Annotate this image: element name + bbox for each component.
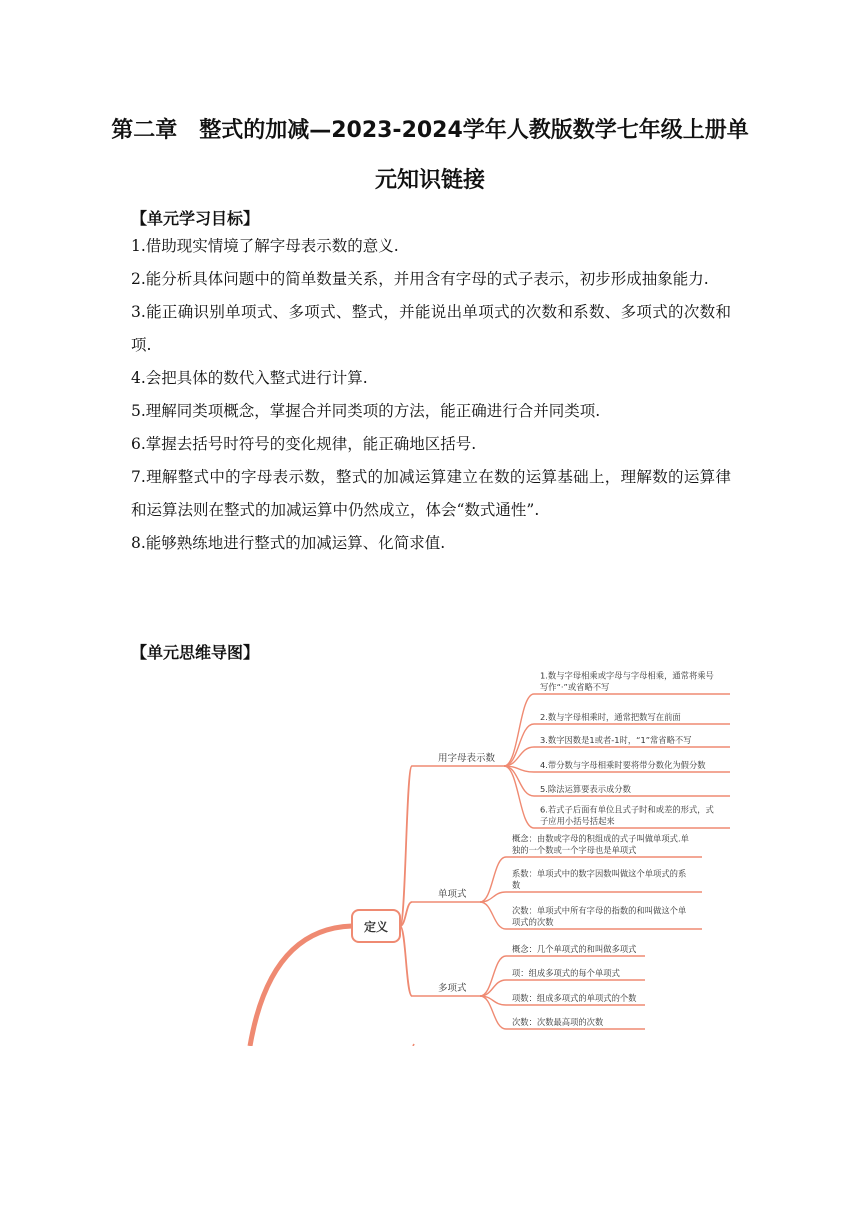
mindmap-diagram (240, 666, 740, 1046)
mindmap-branch-label: 用字母表示数 (438, 753, 496, 764)
objectives-heading: 【单元学习目标】 (131, 209, 260, 228)
objectives-list (131, 230, 731, 560)
mindmap-leaf-label: 4.带分数与字母相乘时要将带分数化为假分数 (540, 760, 706, 770)
mindmap-leaf-label: 1.数与字母相乘或字母与字母相乘，通常将乘号 (540, 670, 714, 681)
mindmap-branch-line (400, 926, 412, 996)
mindmap-connector (413, 1044, 414, 1046)
mindmap-branch-label: 多项式 (438, 983, 467, 994)
mindmap-leaf-label: 系数：单项式中的数字因数叫做这个单项式的系 (512, 868, 687, 879)
mindmap-leaf-line (480, 857, 506, 902)
mindmap-leaf-line (480, 956, 506, 996)
mindmap-leaf-label: 3.数字因数是1或者-1时，“1”常省略不写 (540, 735, 692, 745)
mindmap-leaf-label: 2.数与字母相乘时，通常把数写在前面 (540, 712, 681, 722)
mindmap-leaf-line (504, 766, 534, 828)
mindmap-leaf-label: 概念：几个单项式的和叫做多项式 (512, 944, 637, 954)
objective-item: 4.会把具体的数代入整式进行计算. (131, 369, 368, 387)
document-title: 第二章 整式的加减—2023-2024学年人教版数学七年级上册单元知识链接 (111, 118, 749, 193)
objective-item: 6.掌握去括号时符号的变化规律，能正确地区括号. (131, 435, 477, 453)
mindmap-leaf-label: 子应用小括号括起来 (540, 816, 615, 826)
mindmap-leaf-label: 写作“·”或省略不写 (540, 682, 610, 692)
objective-item: 3.能正确识别单项式、多项式、整式，并能说出单项式的次数和系数、多项式的次数和项. (131, 303, 731, 354)
mindmap-leaf-line (480, 902, 506, 929)
mindmap-leaf-line (504, 694, 534, 766)
mindmap-leaf-label: 次数：单项式中所有字母的指数的和叫做这个单 (512, 905, 687, 916)
mindmap-leaf-label: 独的一个数或一个字母也是单项式 (512, 845, 637, 855)
mindmap-leaf-label: 次数：次数最高项的次数 (512, 1017, 604, 1027)
objective-item: 7.理解整式中的字母表示数，整式的加减运算建立在数的运算基础上，理解数的运算律和运算法则在整式的加减运算中仍然成立，体会“数式通性”. (131, 468, 731, 519)
mindmap-leaf-label: 项：组成多项式的每个单项式 (512, 968, 620, 978)
objective-item: 8.能够熟练地进行整式的加减运算、化简求值. (131, 534, 446, 552)
objective-item: 2.能分析具体问题中的简单数量关系，并用含有字母的式子表示，初步形成抽象能力. (131, 270, 709, 288)
mindmap-leaf-label: 6.若式子后面有单位且式子时和或差的形式，式 (540, 804, 714, 815)
mindmap-leaf-line (504, 766, 534, 796)
mindmap-leaf-label: 数 (512, 880, 521, 890)
mindmap-leaf-label: 项式的次数 (512, 917, 554, 927)
mindmap-heading: 【单元思维导图】 (131, 643, 260, 662)
mindmap-branch-label: 单项式 (438, 889, 467, 900)
mindmap-leaf-label: 5.除法运算要表示成分数 (540, 784, 631, 794)
objective-item: 1.借助现实情境了解字母表示数的意义. (131, 237, 399, 255)
mindmap-trunk-line (250, 926, 352, 1046)
mindmap-leaf-line (480, 980, 506, 996)
mindmap-root-label: 定义 (364, 920, 389, 934)
mindmap-leaf-label: 概念：由数或字母的积组成的式子叫做单项式.单 (512, 833, 689, 844)
mindmap-leaf-label: 项数：组成多项式的单项式的个数 (512, 993, 637, 1003)
objective-item: 5.理解同类项概念，掌握合并同类项的方法，能正确进行合并同类项. (131, 402, 601, 420)
